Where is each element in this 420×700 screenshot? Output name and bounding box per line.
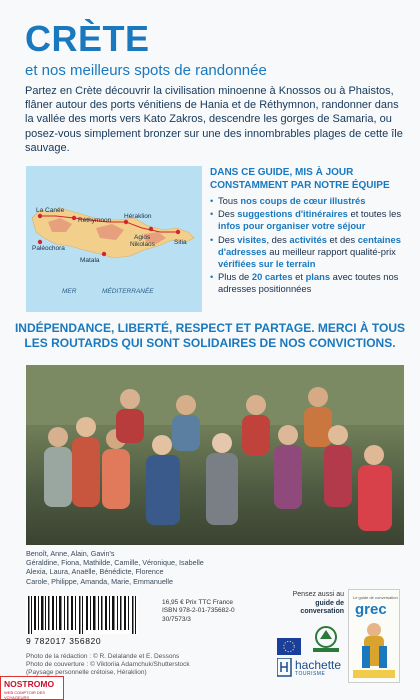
map-label-matala: Matala — [80, 257, 100, 264]
feature-list — [210, 195, 406, 296]
map-label-la-canee: La Canée — [36, 207, 65, 214]
svg-text:Le guide de conversation: Le guide de conversation — [353, 595, 398, 600]
team-credits: Benoît, Anne, Alain, Gavin's Géraldine, Fiona, Mathilde, Camille, Véronique, Isabelle Alexia, Laura, Anaëlle, Bénédicte, Florence Carole, Philippe, Amanda, Marie, Emmanuelle — [26, 549, 204, 586]
map-label-mer: MER — [62, 288, 77, 295]
team-photo — [26, 365, 404, 545]
conversation-guide-promo: Pensez aussi au guide de conversation — [292, 591, 344, 616]
map-label-paleochora: Paléochora — [32, 245, 65, 252]
guide-title: DANS CE GUIDE, MIS À JOUR CONSTAMMENT PAR NOTRE ÉQUIPE — [210, 167, 390, 191]
guide-features — [210, 166, 406, 297]
page-subtitle: et nos meilleurs spots de randonnée — [25, 62, 267, 79]
page-title: CRÈTE — [25, 18, 150, 59]
map-label-mediterranee: MÉDITERRANÉE — [102, 288, 154, 295]
hachette-logo: hachette TOURISME — [277, 658, 347, 680]
barcode-number: 9 782017 356820 — [26, 636, 102, 646]
manifesto: INDÉPENDANCE, LIBERTÉ, RESPECT ET PARTAGE. MERCI À TOUS LES ROUTARDS QUI SONT SOLIDAIRES DE NOS CONVICTIONS. — [14, 321, 406, 350]
map-label-nikolaos: Nikolaos — [130, 241, 155, 248]
crete-map — [26, 166, 202, 312]
map-label-rethymnon: Réthymnon — [78, 217, 112, 224]
price-info: 16,95 € Prix TTC France ISBN 978-2-01-735682-0 30/7573/3 — [162, 599, 235, 623]
photo-credit: Photo de la rédaction : © R. Delalande et E. Dessons Photo de couverture : © Viktoriia Adamchuk/Shutterstock (Paysage personnelle crétoise, Héraklion) — [26, 653, 190, 677]
map-label-sitia: Sitia — [174, 239, 187, 246]
feature-item: • Tous nos coups de cœur illustrés — [210, 195, 406, 207]
feature-item: • Plus de 20 cartes et plans avec toutes nos adresses positionnées — [210, 271, 406, 295]
conversation-guide-cover — [348, 589, 400, 683]
eu-flag-icon — [277, 638, 301, 655]
intro-paragraph: Partez en Crète découvrir la civilisation minoenne à Knossos ou à Phaistos, flâner autour des ports vénitiens de Hania et de Réthymnon, randonner dans la vallée des morts vers Kato Zakros, descendre les gorges de Samaria, ou posez-vous simplement bronzer sur une des innombrables plages de cette île sauvage. — [25, 85, 403, 154]
nostromo-stamp: NOSTROMO WEB COMPTOIR DES VOYAGEURS — [0, 676, 64, 700]
svg-text:grec: grec — [355, 601, 387, 618]
pefc-logo-icon — [307, 625, 345, 655]
map-label-agios: Agios — [134, 234, 151, 241]
feature-item: • Des visites, des activités et des centaines d'adresses au meilleur rapport qualité-prix vérifiées sur le terrain — [210, 234, 406, 271]
map-label-heraklion: Héraklion — [124, 213, 152, 220]
barcode — [26, 596, 138, 634]
feature-item: • Des suggestions d'itinéraires et toutes les infos pour organiser votre séjour — [210, 208, 406, 232]
